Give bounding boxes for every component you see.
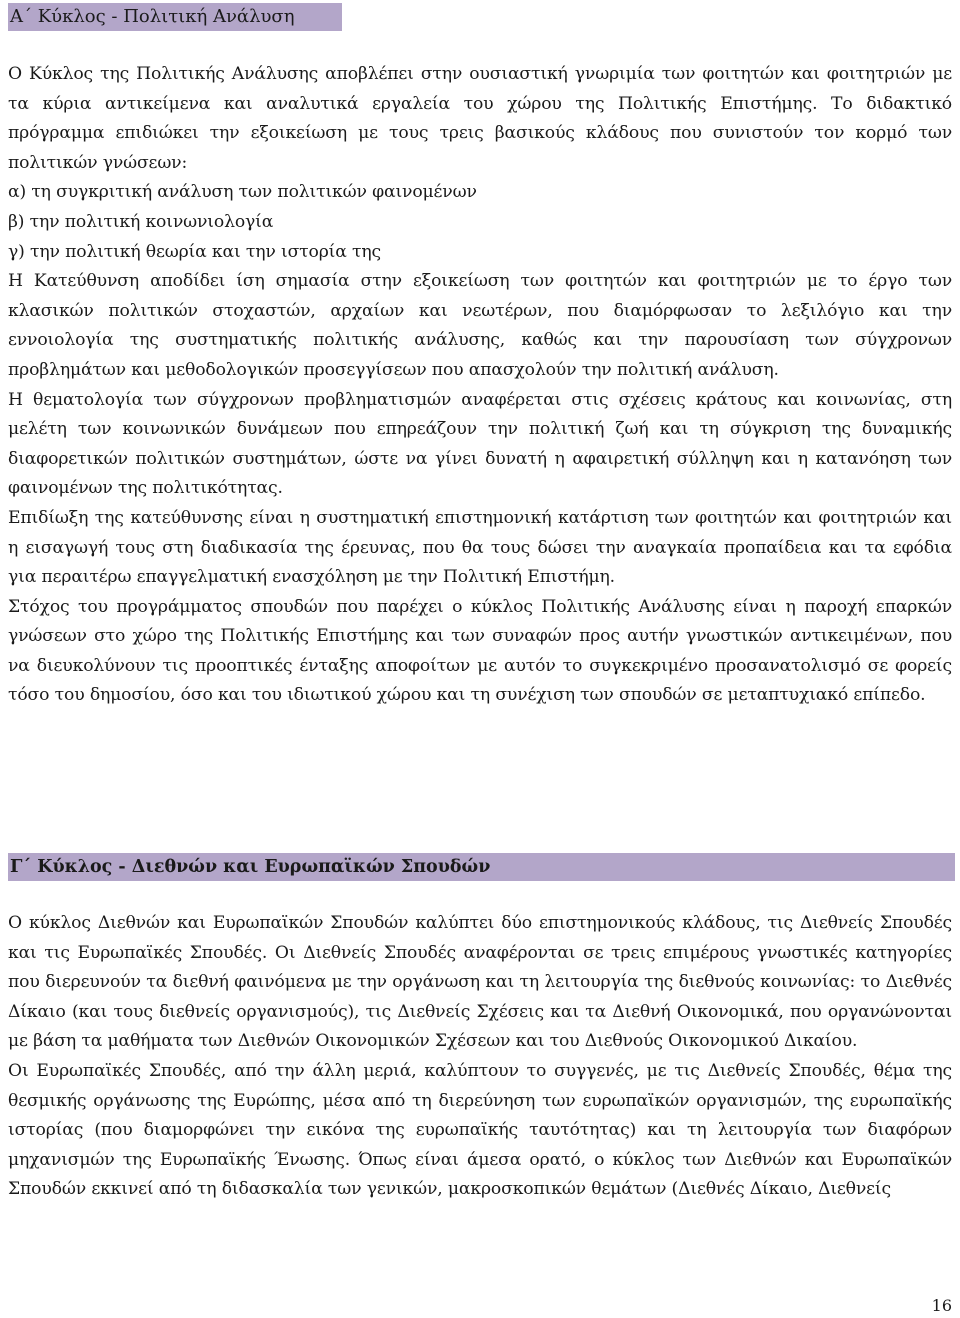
section-a-list-item-b: β) την πολιτική κοινωνιολογία — [8, 211, 274, 232]
section-a-heading: Α΄ Κύκλος - Πολιτική Ανάλυση — [8, 3, 342, 31]
section-g-heading: Γ΄ Κύκλος - Διεθνών και Ευρωπαϊκών Σπουδών — [8, 853, 955, 881]
section-a-list-item-c: γ) την πολιτική θεωρία και την ιστορία της — [8, 241, 382, 262]
section-a-list-item-a: α) τη συγκριτική ανάλυση των πολιτικών φαινομένων — [8, 182, 477, 203]
section-a-paragraph-themes: Η θεματολογία των σύγχρονων προβληματισμών αναφέρεται στις σχέσεις κράτους και κοινωνίας, στη μελέτη των κοινωνικών δυνάμεων που επηρεάζουν την πολιτική ζωή και τη σύγκριση της δυναμικής διαφορετικών πολιτικών συστημάτων, ώστε να γίνει δυνατή η αφαιρετική σύλληψη και η κατανόηση των φαινομένων της πολιτικότητας. — [8, 389, 952, 499]
section-g-paragraph-international: Ο κύκλος Διεθνών και Ευρωπαϊκών Σπουδών καλύπτει δύο επιστημονικούς κλάδους, τις Διεθνείς Σπουδές και τις Ευρωπαϊκές Σπουδές. Οι Διεθνείς Σπουδές αναφέρονται σε τρεις επιμέρους γνωστικές κατηγορίες που διερευνούν τα διεθνή φαινόμενα με την οργάνωση και τη λειτουργία της διεθνούς κοινωνίας: το Διεθνές Δίκαιο (και τους διεθνείς οργανισμούς), τις Διεθνείς Σχέσεις και τα Διεθνή Οικονομικά, που οργανώνονται με βάση τα μαθήματα των Διεθνών Οικονομικών Σχέσεων και του Διεθνούς Οικονομικού Δικαίου. — [8, 913, 952, 1052]
section-g-paragraph-european: Οι Ευρωπαϊκές Σπουδές, από την άλλη μεριά, καλύπτουν το συγγενές, με τις Διεθνείς Σπουδές, θέμα της θεσμικής οργάνωσης της Ευρώπης, μέσα από τη διερεύνηση των ευρωπαϊκών οργανισμών, της ευρωπαϊκής ιστορίας (που διαμορφώνει την εικόνα της ευρωπαϊκής ταυτότητας) και τη λειτουργία των διαφόρων μηχανισμών της Ευρωπαϊκής Ένωσης. Όπως είναι άμεσα ορατό, ο κύκλος των Διεθνών και Ευρωπαϊκών Σπουδών εκκινεί από τη διδασκαλία των γενικών, μακροσκοπικών θεμάτων (Διεθνές Δίκαιο, Διεθνείς — [8, 1060, 952, 1200]
section-a-paragraph-goal: Επιδίωξη της κατεύθυνσης είναι η συστηματική επιστημονική κατάρτιση των φοιτητών και φοιτητριών και η εισαγωγή τους στη διαδικασία της έρευνας, που θα τους δώσει την αναγκαία προπαίδεια και τα εφόδια για περαιτέρω επαγγελματική ενασχόληση με την Πολιτική Επιστήμη. — [8, 507, 952, 588]
page-number: 16 — [931, 1296, 952, 1315]
section-g-body — [8, 909, 952, 1205]
section-a-paragraph-intro: Ο Κύκλος της Πολιτικής Ανάλυσης αποβλέπει στην ουσιαστική γνωριμία των φοιτητών και φοιτητριών με τα κύρια αντικείμενα και αναλυτικά εργαλεία του χώρου της Πολιτικής Επιστήμης. Το διδακτικό πρόγραμμα επιδιώκει την εξοικείωση με τους τρεις βασικούς κλάδους που συνιστούν τον κορμό των πολιτικών γνώσεων: — [8, 64, 952, 173]
section-a-paragraph-direction: Η Κατεύθυνση αποδίδει ίση σημασία στην εξοικείωση των φοιτητών και φοιτητριών με το έργο των κλασικών πολιτικών στοχαστών, αρχαίων και νεωτέρων, που διαμόρφωσαν το λεξιλόγιο και την εννοιολογία της συστηματικής πολιτικής ανάλυσης, καθώς και την παρουσίαση των σύγχρονων προβλημάτων και μεθοδολογικών προσεγγίσεων που απασχολούν την πολιτική ανάλυση. — [8, 271, 952, 380]
section-a-body — [8, 60, 952, 711]
section-a-paragraph-objective: Στόχος του προγράμματος σπουδών που παρέχει ο κύκλος Πολιτικής Ανάλυσης είναι η παροχή επαρκών γνώσεων στο χώρο της Πολιτικής Επιστήμης και των συναφών προς αυτήν γνωστικών αντικειμένων, που να διευκολύνουν τις προοπτικές ένταξης αποφοίτων με αυτόν το συγκεκριμένο προσανατολισμό σε φορείς τόσο του δημοσίου, όσο και του ιδιωτικού χώρου και τη συνέχιση των σπουδών σε μεταπτυχιακό επίπεδο. — [8, 596, 952, 706]
